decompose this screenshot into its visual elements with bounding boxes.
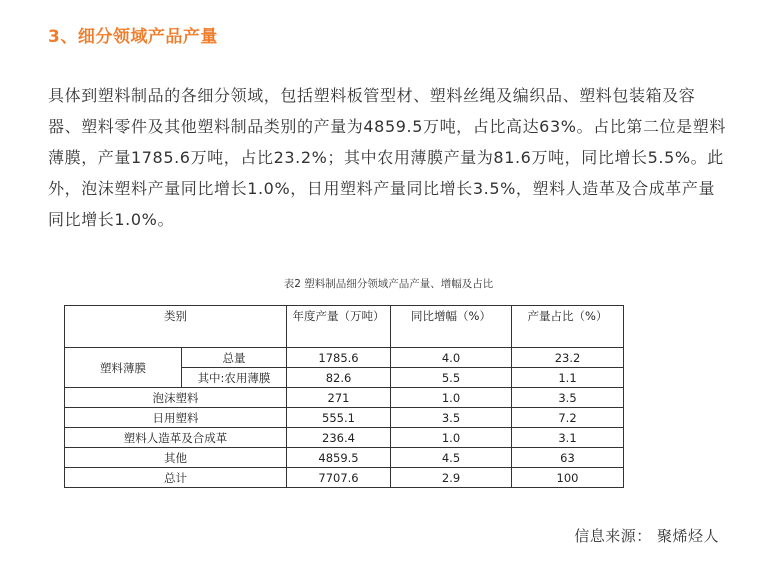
header-output: 年度产量（万吨） bbox=[287, 306, 391, 348]
header-category: 类别 bbox=[65, 306, 287, 348]
row-share: 7.2 bbox=[512, 408, 624, 428]
table-caption: 表2 塑料制品细分领域产品产量、增幅及占比 bbox=[283, 278, 494, 290]
table-row bbox=[65, 408, 624, 428]
row-share: 1.1 bbox=[512, 368, 624, 388]
header-share: 产量占比（%） bbox=[512, 306, 624, 348]
row-label: 日用塑料 bbox=[65, 408, 287, 428]
source-note: 信息来源： 聚烯烃人 bbox=[574, 527, 719, 545]
row-growth: 4.5 bbox=[391, 448, 512, 468]
body-paragraph: 具体到塑料制品的各细分领域，包括塑料板管型材、塑料丝绳及编织品、塑料包装箱及容器、塑料零件及其他塑料制品类别的产量为4859.5万吨，占比高达63%。占比第二位是塑料薄膜，产量1785.6万吨，占比23.2%；其中农用薄膜产量为81.6万吨，同比增长5.5%。此外，泡沫塑料产量同比增长1.0%，日用塑料产量同比增长3.5%，塑料人造革及合成革产量同比增长1.0%。 bbox=[48, 86, 726, 229]
film-group-label: 塑料薄膜 bbox=[65, 348, 182, 388]
table-row bbox=[65, 468, 624, 488]
header-growth: 同比增幅（%） bbox=[391, 306, 512, 348]
row-share: 100 bbox=[512, 468, 624, 488]
table-row bbox=[65, 348, 624, 368]
row-share: 63 bbox=[512, 448, 624, 468]
row-growth: 5.5 bbox=[391, 368, 512, 388]
row-output: 555.1 bbox=[287, 408, 391, 428]
table-row bbox=[65, 448, 624, 468]
row-share: 3.1 bbox=[512, 428, 624, 448]
row-share: 23.2 bbox=[512, 348, 624, 368]
row-growth: 1.0 bbox=[391, 388, 512, 408]
row-label: 总量 bbox=[182, 348, 287, 368]
row-label: 其中:农用薄膜 bbox=[182, 368, 287, 388]
table-row bbox=[65, 388, 624, 408]
stats-table bbox=[64, 305, 624, 488]
row-output: 236.4 bbox=[287, 428, 391, 448]
table-row bbox=[65, 428, 624, 448]
section-heading: 3、细分领域产品产量 bbox=[48, 27, 218, 47]
row-growth: 1.0 bbox=[391, 428, 512, 448]
row-growth: 4.0 bbox=[391, 348, 512, 368]
row-label: 塑料人造革及合成革 bbox=[65, 428, 287, 448]
row-share: 3.5 bbox=[512, 388, 624, 408]
row-output: 1785.6 bbox=[287, 348, 391, 368]
row-output: 271 bbox=[287, 388, 391, 408]
row-output: 82.6 bbox=[287, 368, 391, 388]
row-growth: 2.9 bbox=[391, 468, 512, 488]
row-label: 泡沫塑料 bbox=[65, 388, 287, 408]
table-header-row bbox=[65, 306, 624, 348]
row-growth: 3.5 bbox=[391, 408, 512, 428]
row-label: 其他 bbox=[65, 448, 287, 468]
row-output: 4859.5 bbox=[287, 448, 391, 468]
row-output: 7707.6 bbox=[287, 468, 391, 488]
row-label: 总计 bbox=[65, 468, 287, 488]
